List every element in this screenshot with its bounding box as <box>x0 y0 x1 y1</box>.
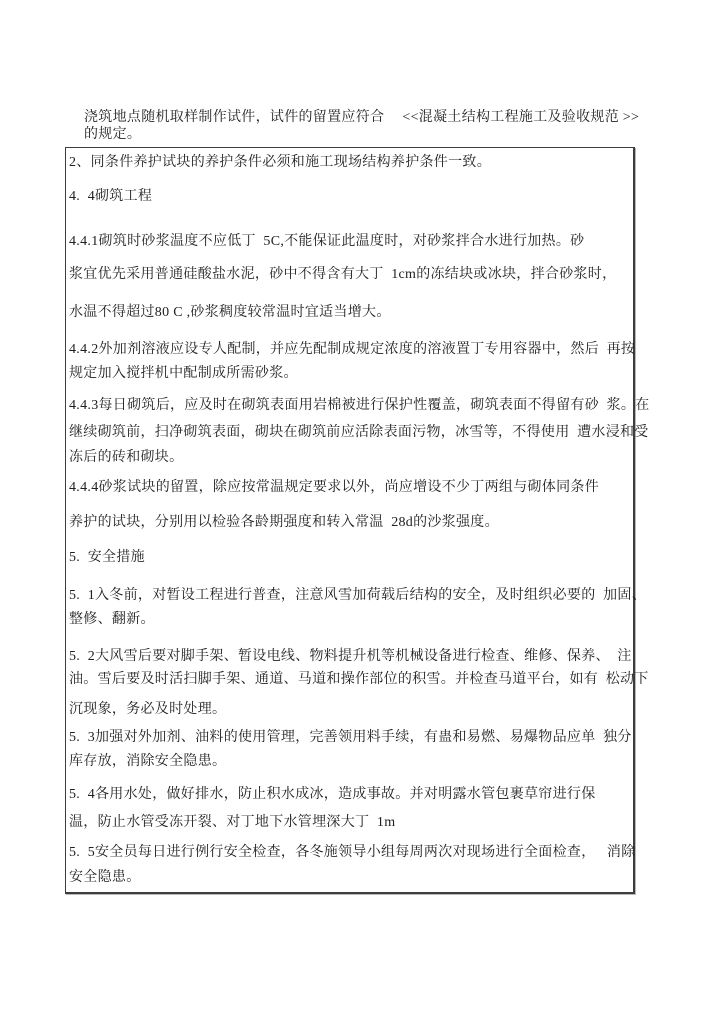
para-item2-line: 2、同条件养护试块的养护条件必须和施工现场结构养护条件一致。 <box>69 155 491 170</box>
para-441-line: 浆宜优先采用普通硅酸盐水泥，砂中不得含有大丁 1cm的冻结块或冰块，拌合砂浆时， <box>69 267 617 282</box>
para-443-line: 4.4.3每日砌筑后，应及时在砌筑表面用岩棉被进行保护性覆盖，砌筑表面不得留有砂 浆。在 <box>69 398 650 413</box>
para-53-line: 库存放，消除安全隐患。 <box>69 754 227 769</box>
para-52-line: 油。雪后要及时活扫脚手架、通道、马道和操作部位的积雪。并检查马道平台，如有 松动下 <box>69 672 649 687</box>
para-54-line: 5. 4各用水处，做好排水，防止积水成冰，造成事故。并对明露水管包裹草帘进行保 <box>69 787 596 802</box>
para-51-line: 5. 1入冬前，对暂设工程进行普查，注意风雪加荷载后结构的安全，及时组织必要的 加固、 <box>69 588 646 603</box>
para-441-line: 4.4.1砌筑时砂浆温度不应低丁 5C,不能保证此温度时，对砂浆拌合水进行加热。砂 <box>69 234 585 249</box>
para-53-line: 5. 3加强对外加剂、油料的使用管理，完善领用料手续，有蛊和易燃、易爆物品应单 独分 <box>69 730 632 745</box>
para-52-line: 沉现象，务必及时处理。 <box>69 702 227 717</box>
para-heading-44-line: 4. 4砌筑工程 <box>69 189 153 204</box>
para-444-line: 养护的试块，分别用以检验各龄期强度和转入常温 28d的沙浆强度。 <box>69 515 499 530</box>
para-443-line: 冻后的砖和砌块。 <box>69 450 184 465</box>
intro-line: 的规定。 <box>84 127 142 142</box>
para-54-line: 温，防止水管受冻开裂、对丁地下水管埋深大丁 1m <box>69 815 396 830</box>
para-441-line: 水温不得超过80 C ,砂浆稠度较常温时宜适当增大。 <box>69 305 391 320</box>
para-heading-5-line: 5. 安全措施 <box>69 550 145 565</box>
para-51-line: 整修、翻新。 <box>69 612 155 627</box>
para-443-line: 继续砌筑前，扫净砌筑表面，砌块在砌筑前应活除表面污物，冰雪等，不得使用 遭水浸和受 <box>69 425 649 440</box>
intro-line: 浇筑地点随机取样制作试件，试件的留置应符合 <<混凝土结构工程施工及验收规范 >> <box>84 110 640 125</box>
para-442-line: 规定加入搅拌机中配制成所需砂浆。 <box>69 366 298 381</box>
para-444-line: 4.4.4砂浆试块的留置，除应按常温规定要求以外，尚应增设不少丁两组与砌体同条件 <box>69 480 599 495</box>
para-55-line: 安全隐患。 <box>69 870 141 885</box>
para-55-line: 5. 5安全员每日进行例行安全检查，各冬施领导小组每周两次对现场进行全面检查， 消除 <box>69 845 636 860</box>
para-52-line: 5. 2大风雪后要对脚手架、暂设电线、物料提升机等机械设备进行检查、维修、保养、 注 <box>69 649 632 664</box>
para-442-line: 4.4.2外加剂溶液应设专人配制，并应先配制成规定浓度的溶液置丁专用容器中，然后 再按 <box>69 342 636 357</box>
